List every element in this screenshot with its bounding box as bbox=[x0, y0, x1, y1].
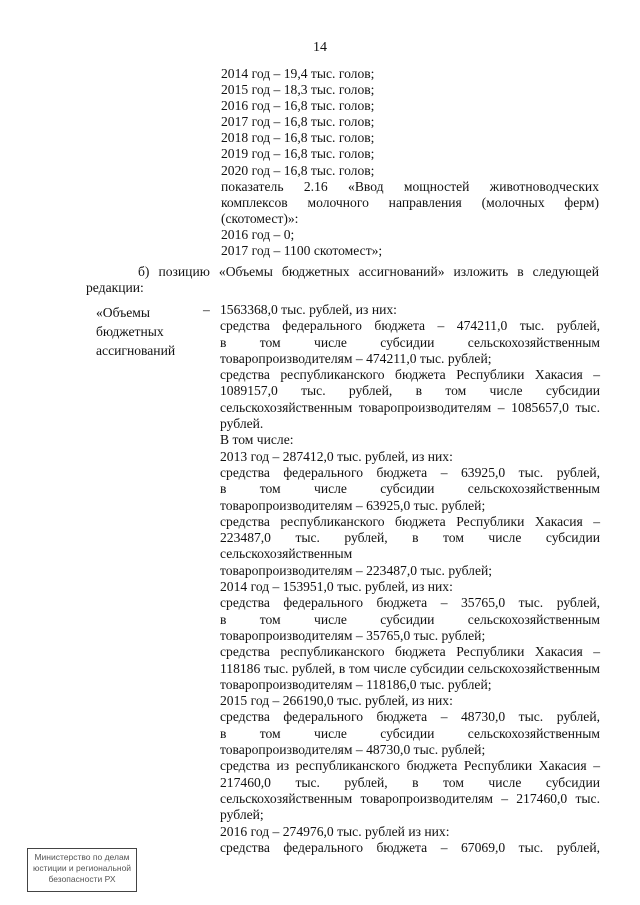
indicator-line: 2019 год – 16,8 тыс. голов; bbox=[221, 146, 375, 162]
indicator-line: 2016 год – 16,8 тыс. голов; bbox=[221, 98, 375, 114]
budget-line: средства республиканского бюджета Республики Хакасия – bbox=[220, 513, 600, 529]
budget-line: 223487,0 тыс. рублей, в том числе субсидии сельскохозяйственным bbox=[220, 530, 600, 562]
budget-line: 2015 год – 266190,0 тыс. рублей, из них: bbox=[220, 693, 453, 709]
budget-line: средства федерального бюджета – 63925,0 тыс. рублей, bbox=[220, 464, 600, 480]
table-label-line: «Объемы bbox=[96, 305, 150, 320]
indicator-line: 2014 год – 19,4 тыс. голов; bbox=[221, 66, 375, 81]
budget-line: товаропроизводителям – 474211,0 тыс. рублей; bbox=[220, 350, 492, 366]
indicator-2-16-line2: комплексов молочного направления (молочных ферм) bbox=[221, 194, 599, 210]
budget-line: товаропроизводителям – 35765,0 тыс. рублей; bbox=[220, 627, 486, 643]
table-label-line: бюджетных bbox=[96, 324, 164, 339]
indicator-line: 2018 год – 16,8 тыс. голов; bbox=[221, 130, 375, 146]
budget-line: средства федерального бюджета – 67069,0 тыс. рублей, bbox=[220, 839, 600, 855]
budget-line: сельскохозяйственным товаропроизводителям – 217460,0 тыс. bbox=[220, 790, 600, 806]
page-number: 14 bbox=[313, 40, 327, 55]
budget-line: сельскохозяйственным товаропроизводителям – 1085657,0 тыс. bbox=[220, 399, 600, 415]
indicator-line: 2020 год – 16,8 тыс. голов; bbox=[221, 162, 375, 178]
budget-line: 2013 год – 287412,0 тыс. рублей, из них: bbox=[220, 448, 453, 464]
budget-line: в том числе субсидии сельскохозяйственным bbox=[220, 611, 600, 627]
budget-line: 1563368,0 тыс. рублей, из них: bbox=[220, 302, 397, 317]
budget-line: 2014 год – 153951,0 тыс. рублей, из них: bbox=[220, 579, 453, 595]
budget-text bbox=[220, 302, 600, 856]
budget-line: В том числе: bbox=[220, 432, 294, 448]
budget-line: средства из республиканского бюджета Республики Хакасия – bbox=[220, 758, 600, 774]
stamp-line: юстиции и региональной bbox=[32, 863, 132, 873]
budget-line: 2016 год – 274976,0 тыс. рублей из них: bbox=[220, 823, 450, 839]
budget-line: товаропроизводителям – 48730,0 тыс. рублей; bbox=[220, 742, 486, 758]
budget-line: 118186 тыс. рублей, в том числе субсидии сельскохозяйственным bbox=[220, 660, 600, 676]
indicator-2016: 2016 год – 0; bbox=[221, 226, 295, 242]
indicator-line: 2015 год – 18,3 тыс. голов; bbox=[221, 82, 375, 98]
table-label bbox=[96, 303, 206, 360]
budget-line: товаропроизводителям – 223487,0 тыс. рублей; bbox=[220, 562, 493, 578]
budget-line: в том числе субсидии сельскохозяйственным bbox=[220, 334, 600, 350]
budget-line: 217460,0 тыс. рублей, в том числе субсидии bbox=[220, 774, 600, 790]
table-label-line: ассигнований bbox=[96, 343, 176, 358]
stamp-line: безопасности РХ bbox=[48, 874, 116, 884]
budget-line: товаропроизводителям – 118186,0 тыс. рублей; bbox=[220, 676, 492, 692]
budget-line: средства республиканского бюджета Республики Хакасия – bbox=[220, 367, 600, 383]
budget-line: в том числе субсидии сельскохозяйственным bbox=[220, 725, 600, 741]
budget-line: в том числе субсидии сельскохозяйственным bbox=[220, 481, 600, 497]
budget-line: рублей. bbox=[220, 416, 264, 432]
budget-line: средства республиканского бюджета Республики Хакасия – bbox=[220, 644, 600, 660]
budget-line: средства федерального бюджета – 35765,0 тыс. рублей, bbox=[220, 595, 600, 611]
stamp-line: Министерство по делам bbox=[34, 852, 130, 862]
indicator-2017: 2017 год – 1100 скотомест»; bbox=[221, 243, 383, 259]
paragraph-b-line2: редакции: bbox=[86, 280, 144, 296]
budget-line: рублей; bbox=[220, 807, 264, 823]
indicator-line: 2017 год – 16,8 тыс. голов; bbox=[221, 114, 375, 130]
stamp bbox=[27, 848, 137, 892]
indicator-list bbox=[221, 66, 599, 259]
budget-line: 1089157,0 тыс. рублей, в том числе субсидии bbox=[220, 383, 600, 399]
budget-line: средства федерального бюджета – 48730,0 тыс. рублей, bbox=[220, 709, 600, 725]
budget-line: товаропроизводителям – 63925,0 тыс. рублей; bbox=[220, 497, 486, 513]
table-dash: – bbox=[203, 302, 210, 317]
paragraph-b bbox=[86, 264, 599, 296]
budget-line: средства федерального бюджета – 474211,0 тыс. рублей, bbox=[220, 318, 600, 334]
indicator-2-16-line1: показатель 2.16 «Ввод мощностей животноводческих bbox=[221, 178, 599, 194]
indicator-2-16-line3: (скотомест)»: bbox=[221, 210, 299, 226]
paragraph-b-line1: б) позицию «Объемы бюджетных ассигнований» изложить в следующей bbox=[138, 264, 599, 279]
